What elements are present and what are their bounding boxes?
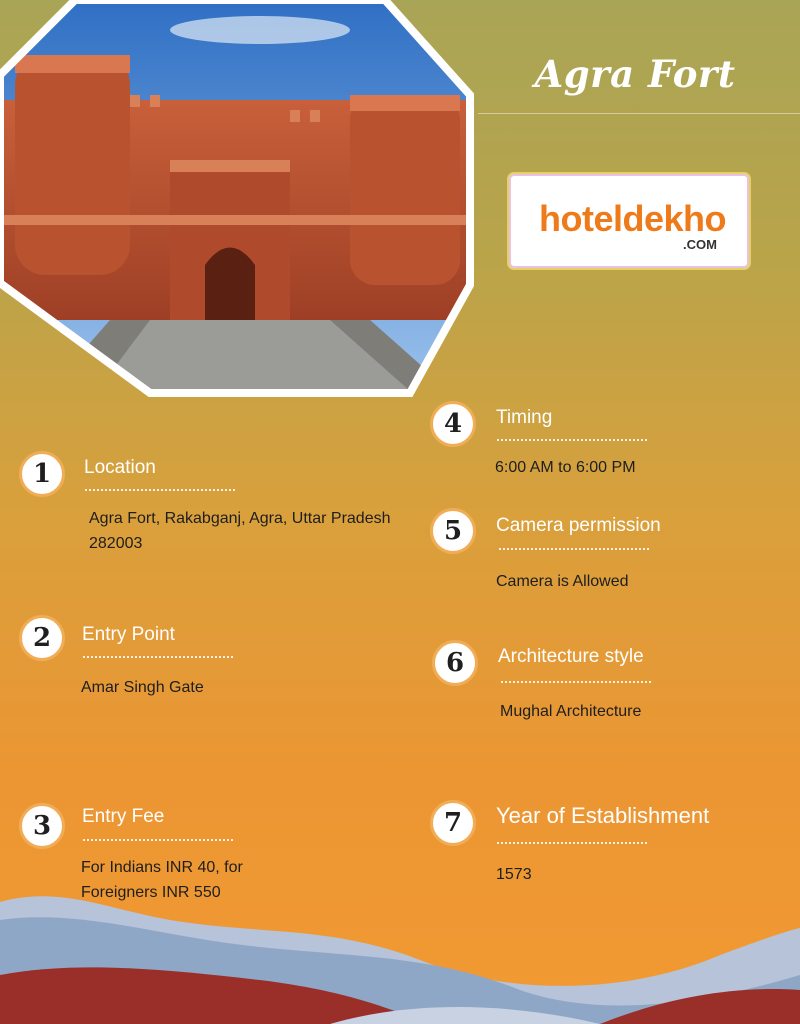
entry-point-text: Amar Singh Gate: [81, 679, 204, 696]
dotted-divider: [83, 656, 233, 658]
number-badge-5: 5: [430, 508, 476, 554]
hoteldekho-logo[interactable]: [507, 172, 751, 270]
timing-text: 6:00 AM to 6:00 PM: [495, 459, 636, 476]
camera-heading: Camera permission: [496, 515, 661, 536]
architecture-heading: Architecture style: [498, 646, 644, 667]
dotted-divider: [497, 842, 647, 844]
logo-wordmark: [539, 198, 726, 240]
architecture-text: Mughal Architecture: [500, 703, 642, 720]
entry-fee-heading: Entry Fee: [82, 806, 165, 827]
year-text: 1573: [496, 866, 532, 883]
location-heading: Location: [84, 457, 156, 478]
number-badge-1: 1: [19, 451, 65, 497]
dotted-divider: [85, 489, 235, 491]
camera-text: Camera is Allowed: [496, 573, 629, 590]
number-badge-6: 6: [432, 640, 478, 686]
dotted-divider: [497, 439, 647, 441]
entry-fee-text: For Indians INR 40, for Foreigners INR 550: [81, 859, 243, 901]
dotted-divider: [499, 548, 649, 550]
number-badge-3: 3: [19, 803, 65, 849]
logo-word-1: hotel: [539, 198, 623, 239]
dotted-divider: [501, 681, 651, 683]
title-divider: [478, 113, 800, 114]
number-badge-4: 4: [430, 401, 476, 447]
timing-heading: Timing: [496, 407, 553, 428]
location-text: Agra Fort, Rakabganj, Agra, Uttar Pradesh 282003: [89, 510, 391, 552]
logo-word-2: dekho: [622, 198, 727, 239]
dotted-divider: [83, 839, 233, 841]
decorative-waves: [0, 880, 800, 1024]
number-badge-7: 7: [430, 800, 476, 846]
year-heading: Year of Establishment: [496, 803, 710, 828]
page-title: Agra Fort: [534, 52, 736, 96]
number-badge-2: 2: [19, 615, 65, 661]
logo-suffix: .COM: [683, 237, 717, 252]
entry-point-heading: Entry Point: [82, 624, 175, 645]
fort-photo: [0, 0, 480, 400]
